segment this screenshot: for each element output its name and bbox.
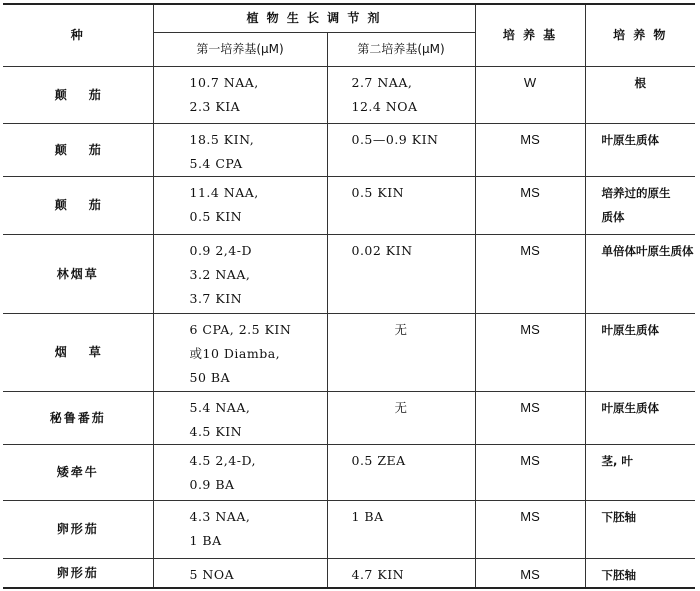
species-label: 卵形茄 — [56, 565, 99, 580]
cell-first-medium-line: 18.5 KIN, — [189, 131, 255, 147]
cell-first-medium-line: 4.3 NAA, — [189, 508, 251, 524]
cell-product-line: 下胚轴 — [601, 567, 637, 582]
cell-product-line: 茎, 叶 — [601, 453, 633, 468]
cell-first-medium — [153, 558, 327, 588]
cell-second-medium-line: 2.7 NAA, — [351, 74, 413, 90]
species-label: 烟草 — [54, 345, 123, 359]
table-row — [3, 500, 695, 558]
cell-culture-medium: MS — [475, 123, 585, 176]
table-row — [3, 123, 695, 176]
cell-culture-medium: MS — [475, 176, 585, 234]
cell-first-medium-line: 11.4 NAA, — [189, 184, 259, 200]
cell-product — [585, 500, 695, 558]
cell-first-medium-line: 5.4 NAA, — [189, 399, 251, 415]
cell-culture-medium: W — [475, 66, 585, 123]
cell-second-medium-line: 0.5 ZEA — [351, 452, 406, 468]
data-table-wrapper — [3, 3, 695, 588]
species-label: 林烟草 — [56, 266, 99, 281]
cell-first-medium-line: 10.7 NAA, — [189, 74, 259, 90]
header-first-medium: 第一培养基(μM) — [153, 32, 327, 66]
cell-product — [585, 444, 695, 500]
cell-second-medium-line: 0.02 KIN — [351, 242, 413, 258]
cell-first-medium-line: 50 BA — [189, 369, 231, 385]
cell-second-medium-line: 12.4 NOA — [351, 98, 418, 114]
cell-first-medium — [153, 66, 327, 123]
cell-product-line: 根 — [634, 75, 647, 90]
header-regulators: 植 物 生 长 调 节 剂 — [153, 4, 475, 32]
header-product: 培 养 物 — [585, 4, 695, 66]
cell-second-medium — [327, 123, 475, 176]
cell-species — [3, 391, 153, 444]
cell-first-medium-line: 0.9 BA — [189, 476, 235, 492]
cell-species — [3, 123, 153, 176]
species-label: 颠茄 — [54, 142, 123, 157]
table-row — [3, 66, 695, 123]
header-second-medium: 第二培养基(μM) — [327, 32, 475, 66]
table-row — [3, 234, 695, 313]
table-row — [3, 558, 695, 588]
cell-first-medium — [153, 391, 327, 444]
cell-product-line: 单倍体叶原生质体 — [601, 243, 694, 258]
cell-product — [585, 558, 695, 588]
cell-culture-medium: MS — [475, 313, 585, 391]
cell-second-medium — [327, 234, 475, 313]
cell-first-medium — [153, 444, 327, 500]
table-row — [3, 391, 695, 444]
cell-second-medium-line: 0.5 KIN — [351, 184, 405, 200]
cell-species — [3, 444, 153, 500]
header-species: 种 — [3, 4, 153, 66]
cell-first-medium-line: 1 BA — [189, 532, 222, 548]
cell-product — [585, 313, 695, 391]
cell-second-medium — [327, 66, 475, 123]
cell-first-medium-line: 5 NOA — [189, 566, 235, 582]
cell-product-line: 叶原生质体 — [601, 322, 660, 337]
cell-first-medium-line: 或10 Diamba, — [189, 345, 281, 361]
cell-culture-medium: MS — [475, 234, 585, 313]
cell-first-medium-line: 4.5 KIN — [189, 423, 243, 439]
cell-second-medium — [327, 558, 475, 588]
cell-first-medium-line: 6 CPA, 2.5 KIN — [189, 321, 292, 337]
cell-product — [585, 176, 695, 234]
cell-product — [585, 123, 695, 176]
cell-species — [3, 234, 153, 313]
cell-second-medium-line: 0.5—0.9 KIN — [351, 131, 439, 147]
cell-species — [3, 500, 153, 558]
cell-second-medium — [327, 391, 475, 444]
cell-second-medium — [327, 313, 475, 391]
table-row — [3, 176, 695, 234]
cell-product-line: 叶原生质体 — [601, 400, 660, 415]
species-label: 颠茄 — [54, 198, 123, 212]
cell-culture-medium: MS — [475, 558, 585, 588]
cell-second-medium-line: 4.7 KIN — [351, 566, 405, 582]
cell-second-medium — [327, 176, 475, 234]
plant-growth-regulator-table — [3, 3, 695, 589]
species-label: 矮牵牛 — [56, 465, 99, 479]
cell-second-medium-line: 无 — [394, 321, 408, 337]
cell-first-medium-line: 5.4 CPA — [189, 155, 243, 171]
cell-first-medium-line: 4.5 2,4-D, — [189, 452, 257, 468]
cell-second-medium-line: 无 — [394, 399, 408, 415]
cell-first-medium-line: 0.5 KIN — [189, 208, 243, 224]
cell-first-medium — [153, 176, 327, 234]
species-label: 颠茄 — [54, 87, 123, 102]
cell-product — [585, 234, 695, 313]
cell-second-medium — [327, 444, 475, 500]
cell-first-medium — [153, 234, 327, 313]
cell-product — [585, 391, 695, 444]
cell-product-line: 质体 — [601, 209, 625, 224]
cell-first-medium — [153, 500, 327, 558]
cell-species — [3, 313, 153, 391]
cell-first-medium-line: 3.2 NAA, — [189, 266, 251, 282]
header-culture-medium: 培 养 基 — [475, 4, 585, 66]
species-label: 卵形茄 — [56, 522, 99, 536]
table-row — [3, 444, 695, 500]
cell-first-medium — [153, 123, 327, 176]
cell-culture-medium: MS — [475, 391, 585, 444]
cell-first-medium-line: 2.3 KIA — [189, 98, 241, 114]
cell-product-line: 下胚轴 — [601, 509, 637, 524]
species-label: 秘鲁番茄 — [49, 410, 106, 425]
cell-product-line: 叶原生质体 — [601, 132, 660, 147]
cell-first-medium-line: 0.9 2,4-D — [189, 242, 252, 258]
cell-second-medium — [327, 500, 475, 558]
cell-culture-medium: MS — [475, 500, 585, 558]
cell-species — [3, 558, 153, 588]
cell-first-medium-line: 3.7 KIN — [189, 290, 243, 306]
cell-first-medium — [153, 313, 327, 391]
cell-culture-medium: MS — [475, 444, 585, 500]
cell-second-medium-line: 1 BA — [351, 508, 384, 524]
cell-species — [3, 66, 153, 123]
cell-species — [3, 176, 153, 234]
table-row — [3, 313, 695, 391]
cell-product-line: 培养过的原生 — [601, 185, 671, 200]
cell-product — [585, 66, 695, 123]
